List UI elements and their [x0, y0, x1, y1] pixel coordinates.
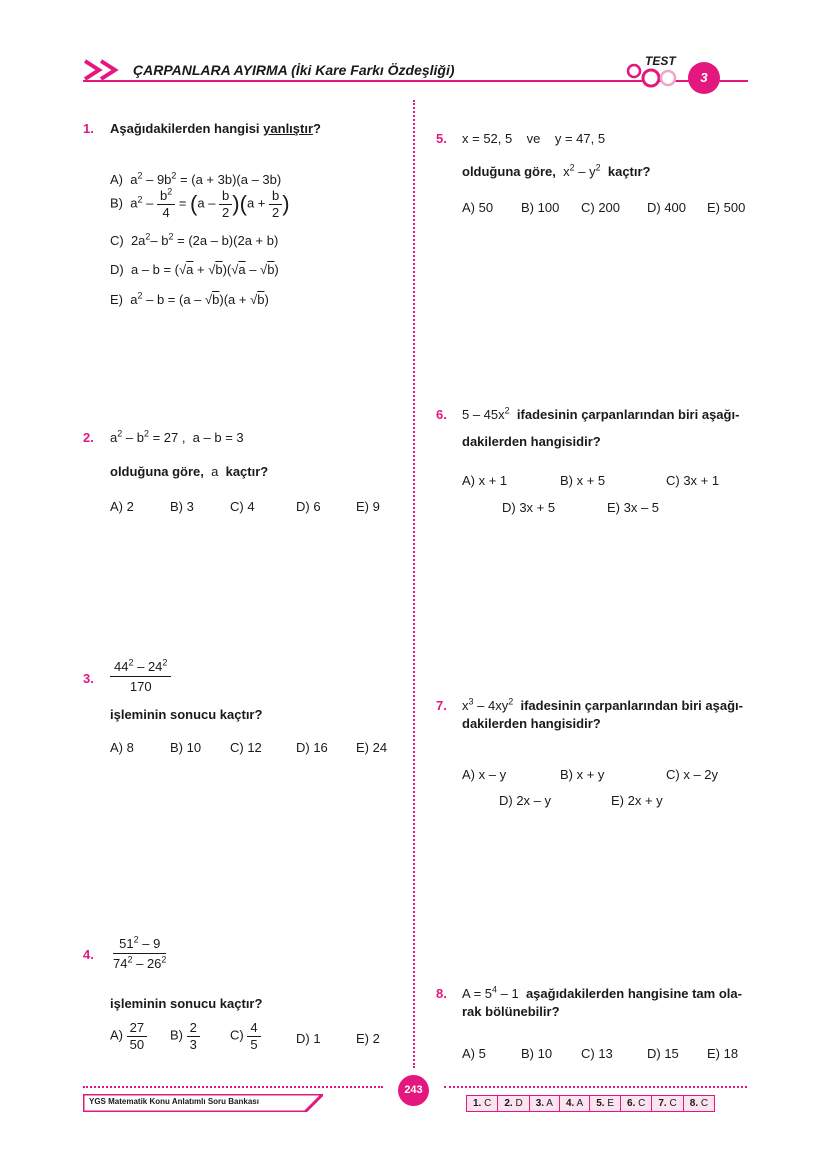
- question-7-option-b[interactable]: B) x + y: [560, 767, 605, 782]
- answer-key-cell: [530, 1096, 560, 1111]
- option-label: C): [230, 1027, 244, 1043]
- test-number-badge: [688, 62, 720, 94]
- question-4-option-d[interactable]: D) 1: [296, 1031, 321, 1046]
- question-8-option-e[interactable]: E) 18: [707, 1046, 739, 1061]
- question-4-expression: [110, 934, 169, 971]
- question-2-var: a: [211, 464, 219, 479]
- question-3-denominator: 170: [129, 678, 152, 694]
- fraction: $\frac{44^2 - 24^2}{170}$: [110, 660, 171, 693]
- footer-dotted-rule-left: [83, 1086, 383, 1088]
- answer-number: 8.: [689, 1098, 699, 1109]
- answer-number: 6.: [627, 1098, 636, 1109]
- question-3-option-e[interactable]: E) 24: [356, 740, 388, 755]
- question-5-option-e[interactable]: E) 500: [707, 200, 746, 215]
- question-4-option-e[interactable]: E) 2: [356, 1031, 380, 1046]
- question-5-cond: olduğuna göre,: [462, 164, 556, 179]
- question-6-option-b[interactable]: B) x + 5: [560, 473, 606, 488]
- question-8-option-a[interactable]: A) 5: [462, 1046, 486, 1061]
- question-2-ask: [110, 464, 268, 479]
- question-2-option-a[interactable]: A) 2: [110, 499, 134, 514]
- question-4-option-a[interactable]: [110, 1021, 147, 1051]
- question-5-option-c[interactable]: C) 200: [581, 200, 621, 215]
- question-1-stem: [110, 121, 321, 136]
- question-1-stem-text: Aşağıdakilerden hangisi: [110, 121, 260, 136]
- question-6-stem1: ifadesinin çarpanlarından biri aşağı-: [516, 407, 740, 422]
- question-2-ask-text: kaçtır?: [225, 464, 269, 479]
- fraction: [247, 1021, 260, 1051]
- question-4-option-c[interactable]: [230, 1021, 261, 1051]
- answer-letter: C: [700, 1098, 709, 1109]
- denominator: 5: [250, 1036, 258, 1052]
- question-8-option-b[interactable]: B) 10: [521, 1046, 553, 1061]
- question-2-equation: $a^2 - b^2 = 27$ , a – b = 3: [110, 428, 244, 445]
- fraction: $\frac{b}{2}$: [219, 189, 232, 219]
- question-8-stem-line1: $A = 5^4 - 1$ aşağıdakilerden hangisine tam ola-: [462, 984, 742, 1001]
- answer-number: 2.: [504, 1098, 513, 1109]
- answer-number: 5.: [596, 1098, 605, 1109]
- question-6-option-e[interactable]: E) 3x – 5: [607, 500, 660, 515]
- option-label: C): [110, 233, 124, 248]
- answer-key-cell: [498, 1096, 529, 1111]
- answer-key-cell: [467, 1096, 498, 1111]
- answer-letter: C: [484, 1098, 492, 1109]
- answer-letter: E: [607, 1098, 615, 1109]
- page-number-badge: [398, 1075, 429, 1106]
- answer-letter: A: [546, 1098, 553, 1109]
- question-6-option-d[interactable]: D) 3x + 5: [502, 500, 556, 515]
- question-1-option-a[interactable]: A) $a^2 - 9b^2 = (a + 3b)(a - 3b)$: [110, 170, 282, 187]
- question-5-option-a[interactable]: A) 50: [462, 200, 494, 215]
- question-1-stem-underlined: yanlıştır: [263, 121, 314, 136]
- question-7-option-a[interactable]: A) x – y: [462, 767, 507, 782]
- question-8-stem1: aşağıdakilerden hangisine tam ola-: [525, 986, 742, 1001]
- question-7-option-d[interactable]: D) 2x – y: [499, 793, 552, 808]
- question-5-number: 5.: [436, 131, 447, 146]
- question-6-number: 6.: [436, 407, 447, 422]
- question-1-option-b[interactable]: B) $a^2$ – $\frac{b^2}{4}$ = (a – $\frac{b}{2}$ )(a + $\frac{b}{2}$ ): [110, 186, 290, 220]
- test-number: 3: [700, 70, 708, 85]
- question-4-ask: işleminin sonucu kaçtır?: [110, 996, 263, 1011]
- question-2-number: 2.: [83, 430, 94, 445]
- test-label: TEST: [645, 54, 676, 68]
- page-number: 243: [404, 1084, 423, 1096]
- question-1-number: 1.: [83, 121, 94, 136]
- question-7-option-c[interactable]: C) x – 2y: [666, 767, 719, 782]
- numerator: 27: [127, 1021, 147, 1037]
- numerator: 2: [187, 1021, 200, 1037]
- header-title-main: ÇARPANLARA AYIRMA: [133, 62, 288, 78]
- question-8-option-d[interactable]: D) 15: [647, 1046, 679, 1061]
- option-label: B): [170, 1027, 183, 1043]
- fraction: [187, 1021, 200, 1051]
- fraction: [127, 1021, 147, 1051]
- denominator: 50: [129, 1036, 145, 1052]
- fraction: $\frac{b^2}{4}$: [157, 189, 175, 219]
- answer-key: [466, 1095, 715, 1112]
- question-4-number: 4.: [83, 947, 94, 962]
- answer-key-cell: [590, 1096, 621, 1111]
- answer-key-cell: [560, 1096, 590, 1111]
- question-3-option-d[interactable]: D) 16: [296, 740, 328, 755]
- question-4-option-b[interactable]: [170, 1021, 200, 1051]
- footer-dotted-rule-right: [444, 1086, 747, 1088]
- option-label: A): [110, 1027, 123, 1043]
- fraction: $\frac{51^2 - 9}{74^2 - 26^2}$: [113, 934, 167, 971]
- question-1-option-e[interactable]: E) $a^2 - b = (a - √b)(a + √b)$: [110, 290, 269, 307]
- question-3-option-b[interactable]: B) 10: [170, 740, 202, 755]
- question-6-option-c[interactable]: C) 3x + 1: [666, 473, 720, 488]
- question-3-option-c[interactable]: C) 12: [230, 740, 262, 755]
- question-2-option-c[interactable]: C) 4: [230, 499, 255, 514]
- header-title-sub: (İki Kare Farkı Özdeşliği): [291, 62, 455, 78]
- question-1-option-d[interactable]: D) a – b = (√a + √b)(√a – √b): [110, 262, 279, 277]
- question-7-stem-line2: dakilerden hangisidir?: [462, 716, 601, 731]
- question-2-option-e[interactable]: E) 9: [356, 499, 380, 514]
- double-chevron-icon: [83, 58, 127, 82]
- option-label: A): [110, 172, 123, 187]
- question-5-ask-text: kaçtır?: [607, 164, 651, 179]
- answer-number: 4.: [565, 1098, 575, 1109]
- header-title: [133, 62, 455, 78]
- question-8-option-c[interactable]: C) 13: [581, 1046, 613, 1061]
- question-3-number: 3.: [83, 671, 94, 686]
- question-1-option-c[interactable]: C) $2a^2-$ $b^2 = (2a - b)(2a + b)$: [110, 231, 279, 248]
- question-5-ask: olduğuna göre, $x^2 - y^2$ kaçtır?: [462, 162, 651, 179]
- question-7-stem1: ifadesinin çarpanlarından biri aşağı-: [520, 698, 743, 713]
- answer-letter: D: [515, 1098, 523, 1109]
- question-7-number: 7.: [436, 698, 447, 713]
- question-6-option-a[interactable]: A) x + 1: [462, 473, 508, 488]
- answer-key-cell: [684, 1096, 714, 1111]
- question-8-stem-line2: rak bölünebilir?: [462, 1004, 560, 1019]
- answer-number: 1.: [473, 1098, 482, 1109]
- answer-letter: C: [669, 1098, 677, 1109]
- question-5-line: x = 52, 5 ve y = 47, 5: [462, 131, 606, 146]
- question-1-stem-end: ?: [313, 121, 321, 136]
- question-3-expression: [110, 657, 171, 694]
- question-7-stem-line1: $x^3 - 4xy^2$ ifadesinin çarpanlarından biri aşağı-: [462, 696, 743, 713]
- answer-letter: A: [576, 1098, 584, 1109]
- question-6-stem-line1: $5 - 45x^2$ ifadesinin çarpanlarından biri aşağı-: [462, 405, 740, 422]
- question-2-cond: olduğuna göre,: [110, 464, 204, 479]
- question-3-ask: işleminin sonucu kaçtır?: [110, 707, 263, 722]
- answer-number: 7.: [658, 1098, 667, 1109]
- answer-key-cell: [652, 1096, 683, 1111]
- question-5-option-b[interactable]: B) 100: [521, 200, 560, 215]
- question-2-option-b[interactable]: B) 3: [170, 499, 194, 514]
- question-6-stem-line2: dakilerden hangisidir?: [462, 434, 601, 449]
- option-label: E): [110, 292, 123, 307]
- fraction: $\frac{b}{2}$: [269, 189, 282, 219]
- question-8-number: 8.: [436, 986, 447, 1001]
- footer-book-title: YGS Matematik Konu Anlatımlı Soru Bankası: [89, 1097, 259, 1106]
- answer-key-cell: [621, 1096, 652, 1111]
- question-7-option-e[interactable]: E) 2x + y: [611, 793, 663, 808]
- option-label: B): [110, 195, 123, 211]
- question-3-option-a[interactable]: A) 8: [110, 740, 134, 755]
- question-5-option-d[interactable]: D) 400: [647, 200, 687, 215]
- column-divider: [413, 100, 415, 1068]
- answer-letter: C: [638, 1098, 646, 1109]
- answer-number: 3.: [535, 1098, 545, 1109]
- numerator: 4: [247, 1021, 260, 1037]
- question-2-option-d[interactable]: D) 6: [296, 499, 321, 514]
- option-label: D): [110, 262, 124, 277]
- denominator: 3: [189, 1036, 197, 1052]
